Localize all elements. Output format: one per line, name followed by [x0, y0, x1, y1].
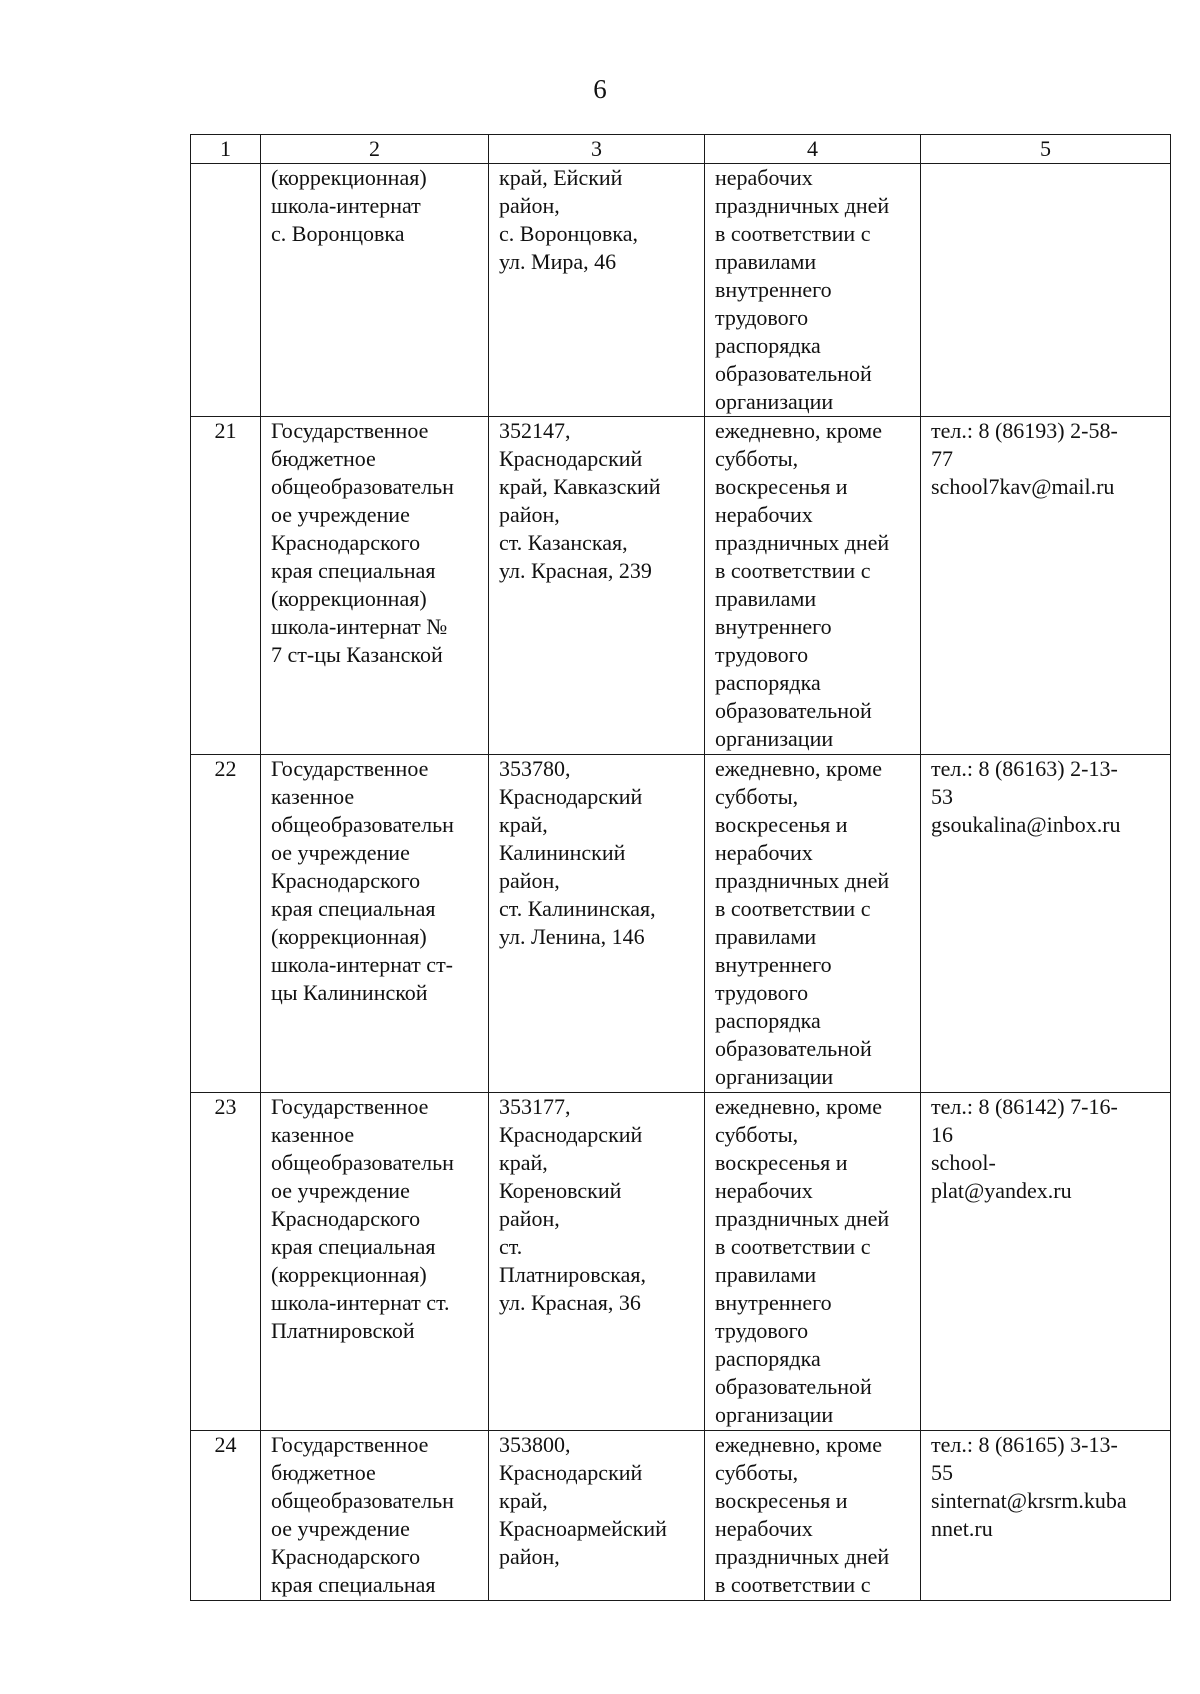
schedule-cell: ежедневно, кроме субботы, воскресенья и нерабочих праздничных дней в соответствии с правилами внутреннего трудового распорядка образовательной организации — [705, 755, 921, 1093]
table-row — [191, 164, 1171, 417]
table-row — [191, 417, 1171, 755]
column-header: 1 — [191, 135, 261, 164]
schedule-cell: ежедневно, кроме субботы, воскресенья и нерабочих праздничных дней в соответствии с правилами внутреннего трудового распорядка образовательной организации — [705, 1093, 921, 1431]
contacts-cell: тел.: 8 (86165) 3-13- 55 sinternat@krsrm.kuba nnet.ru — [921, 1431, 1171, 1601]
table-row — [191, 755, 1171, 1093]
row-number-cell — [191, 164, 261, 417]
table-row — [191, 1431, 1171, 1601]
address-cell: 353800, Краснодарский край, Красноармейский район, — [489, 1431, 705, 1601]
institution-name-cell: (коррекционная) школа-интернат с. Воронцовка — [261, 164, 489, 417]
schedule-cell: ежедневно, кроме субботы, воскресенья и нерабочих праздничных дней в соответствии с — [705, 1431, 921, 1601]
column-header: 4 — [705, 135, 921, 164]
institution-name-cell: Государственное бюджетное общеобразовательн ое учреждение Краснодарского края специальная (коррекционная) школа-интернат № 7 ст-цы Казанской — [261, 417, 489, 755]
row-number-cell: 24 — [191, 1431, 261, 1601]
address-cell: 353780, Краснодарский край, Калининский район, ст. Калининская, ул. Ленина, 146 — [489, 755, 705, 1093]
row-number-cell: 21 — [191, 417, 261, 755]
address-cell: 352147, Краснодарский край, Кавказский район, ст. Казанская, ул. Красная, 239 — [489, 417, 705, 755]
schedule-cell: нерабочих праздничных дней в соответствии с правилами внутреннего трудового распорядка образовательной организации — [705, 164, 921, 417]
page-number: 6 — [593, 74, 607, 104]
column-header: 5 — [921, 135, 1171, 164]
institution-name-cell: Государственное казенное общеобразовательн ое учреждение Краснодарского края специальная (коррекционная) школа-интернат ст- цы Калининской — [261, 755, 489, 1093]
address-cell: край, Ейский район, с. Воронцовка, ул. Мира, 46 — [489, 164, 705, 417]
institutions-table — [190, 134, 1171, 1601]
row-number-cell: 23 — [191, 1093, 261, 1431]
contacts-cell: тел.: 8 (86163) 2-13- 53 gsoukalina@inbox.ru — [921, 755, 1171, 1093]
institution-name-cell: Государственное казенное общеобразовательн ое учреждение Краснодарского края специальная (коррекционная) школа-интернат ст. Платнировской — [261, 1093, 489, 1431]
row-number-cell: 22 — [191, 755, 261, 1093]
table-row — [191, 1093, 1171, 1431]
schedule-cell: ежедневно, кроме субботы, воскресенья и нерабочих праздничных дней в соответствии с правилами внутреннего трудового распорядка образовательной организации — [705, 417, 921, 755]
column-header: 2 — [261, 135, 489, 164]
contacts-cell — [921, 164, 1171, 417]
address-cell: 353177, Краснодарский край, Кореновский район, ст. Платнировская, ул. Красная, 36 — [489, 1093, 705, 1431]
contacts-cell: тел.: 8 (86193) 2-58- 77 school7kav@mail.ru — [921, 417, 1171, 755]
table-header-row — [191, 135, 1171, 164]
column-header: 3 — [489, 135, 705, 164]
institution-name-cell: Государственное бюджетное общеобразовательн ое учреждение Краснодарского края специальная — [261, 1431, 489, 1601]
contacts-cell: тел.: 8 (86142) 7-16- 16 school- plat@yandex.ru — [921, 1093, 1171, 1431]
